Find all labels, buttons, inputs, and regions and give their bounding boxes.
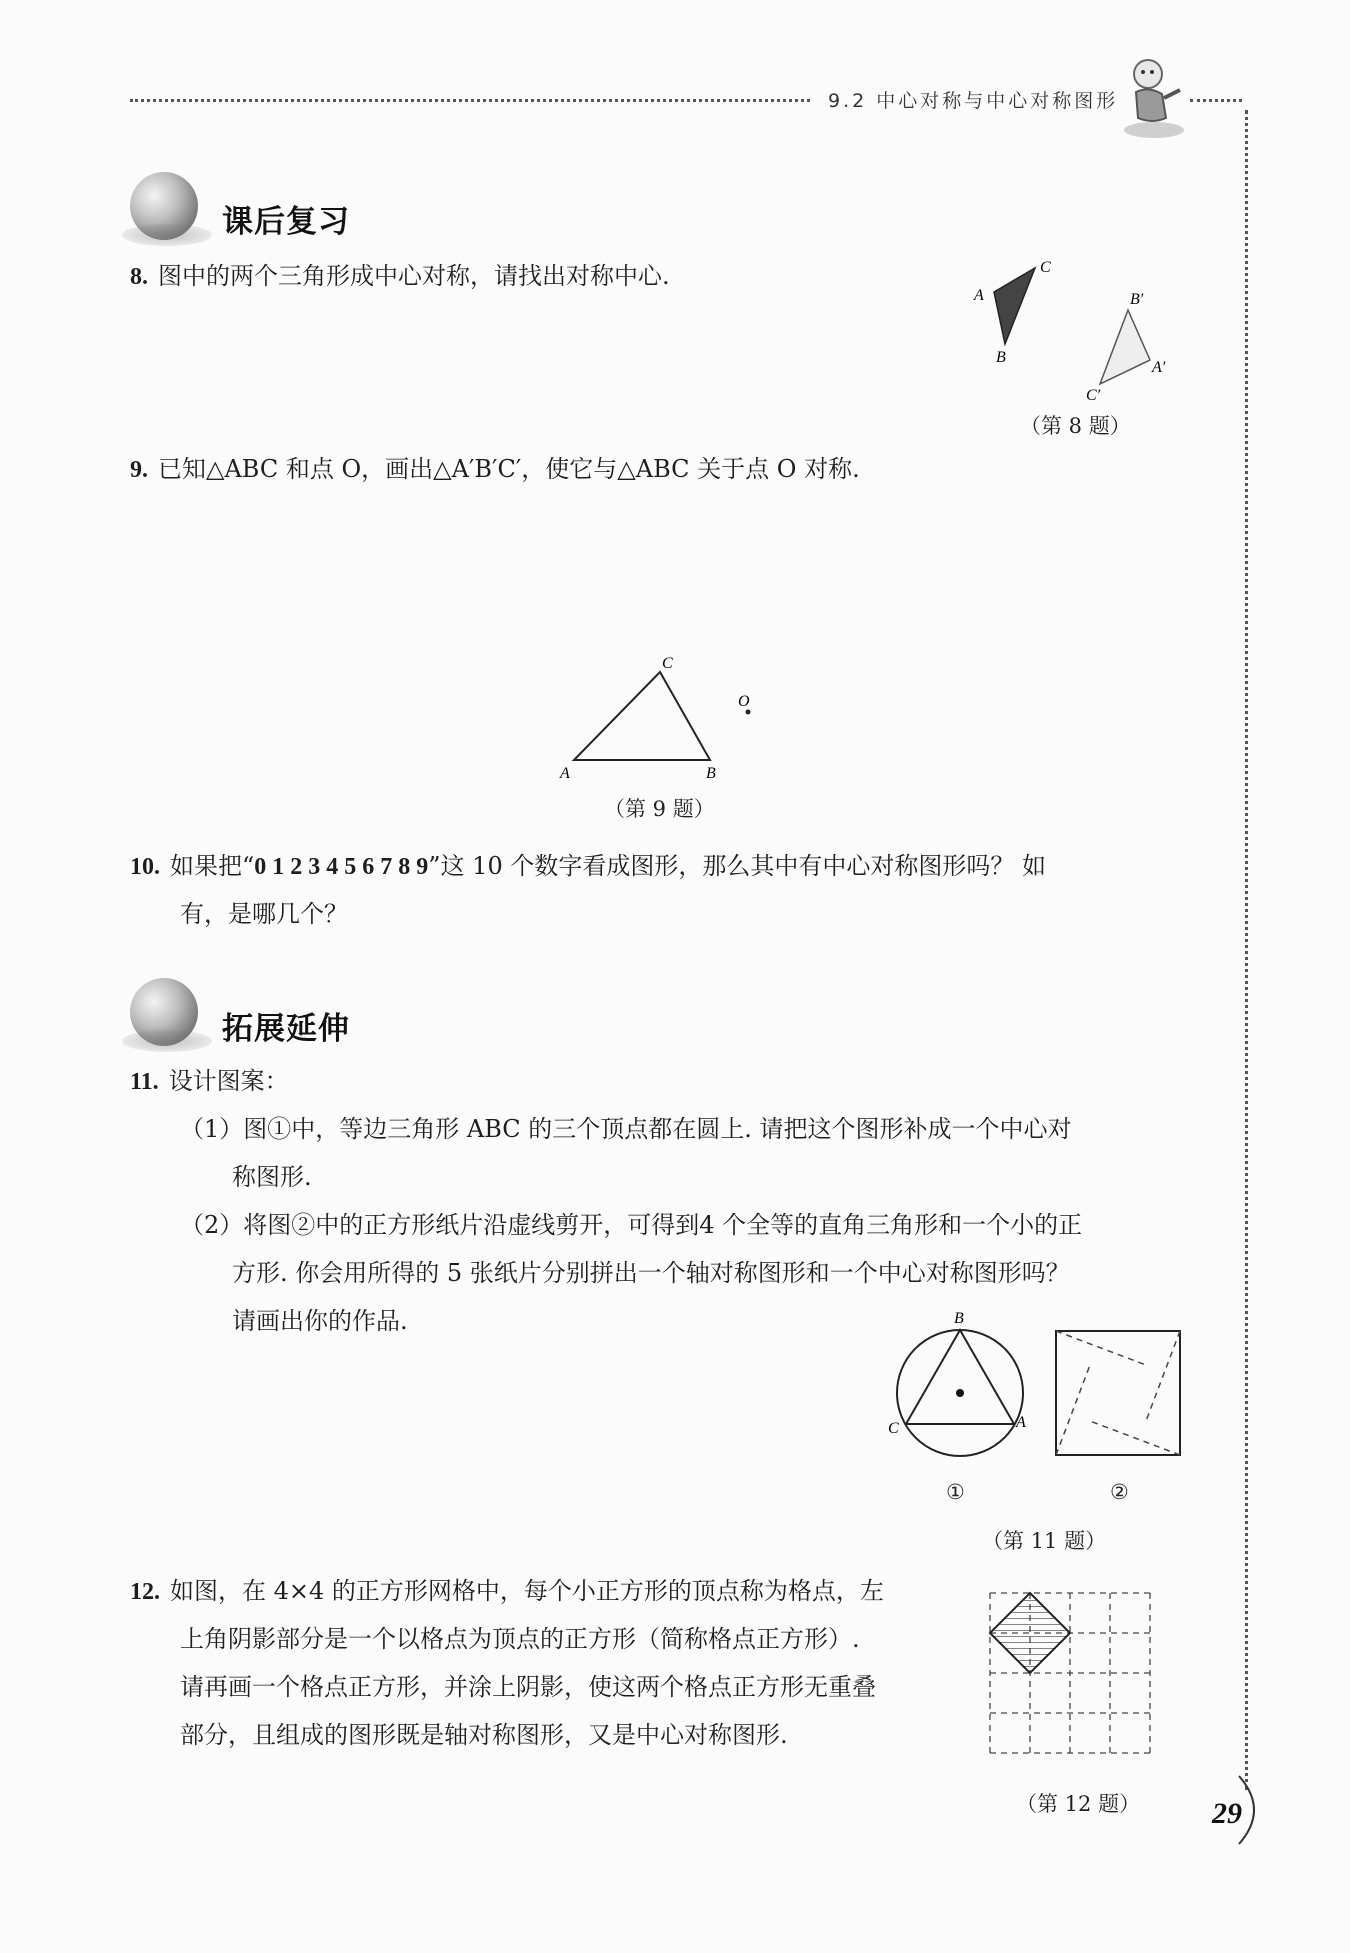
digit-list: 0 1 2 3 4 5 6 7 8 9 xyxy=(254,854,429,880)
label-figure-2: ② xyxy=(1110,1480,1129,1504)
question-11 xyxy=(130,1057,289,1106)
question-number: 10. xyxy=(130,854,160,880)
caption-q11: （第 11 题） xyxy=(982,1529,1107,1553)
header-section-title: 9.2 中心对称与中心对称图形 xyxy=(828,90,1119,112)
triangle-abc xyxy=(906,1330,1014,1424)
label-c-prime: C′ xyxy=(1086,387,1101,404)
label-c: C xyxy=(888,1420,899,1437)
label-b: B xyxy=(996,349,1006,366)
header-divider-right xyxy=(1190,99,1242,102)
question-12 xyxy=(130,1567,884,1616)
q11-part1-line2: 称图形. xyxy=(232,1163,312,1191)
q12-line4: 部分，且组成的图形既是轴对称图形，又是中心对称图形. xyxy=(180,1721,788,1749)
caption-q9: （第 9 题） xyxy=(604,797,715,821)
label-b-prime: B′ xyxy=(1130,291,1144,308)
label-figure-1: ① xyxy=(946,1480,965,1504)
shaded-square xyxy=(990,1593,1070,1673)
label-b: B xyxy=(954,1310,964,1327)
question-text: 如图，在 4×4 的正方形网格中，每个小正方形的顶点称为格点，左 xyxy=(170,1577,884,1605)
triangle-abc xyxy=(994,268,1035,344)
question-text: 设计图案： xyxy=(168,1067,289,1095)
square xyxy=(1056,1331,1180,1455)
figure-q12-grid xyxy=(985,1588,1155,1758)
question-text: 如果把“ xyxy=(170,852,255,880)
margin-divider xyxy=(1245,110,1248,1790)
question-number: 8. xyxy=(130,264,148,290)
q11-part2-line1: （2）将图②中的正方形纸片沿虚线剪开，可得到4 个全等的直角三角形和一个小的正 xyxy=(180,1211,1083,1239)
q12-line2: 上角阴影部分是一个以格点为顶点的正方形（简称格点正方形）. xyxy=(180,1625,860,1653)
figure-q11-square xyxy=(1050,1325,1186,1461)
label-c: C xyxy=(1040,259,1051,276)
section-title-extension: 拓展延伸 xyxy=(222,1011,350,1047)
question-text: 图中的两个三角形成中心对称，请找出对称中心. xyxy=(158,262,670,290)
question-text: 已知△ABC 和点 O，画出△A′B′C′，使它与△ABC 关于点 O 对称. xyxy=(158,455,860,483)
q12-line3: 请再画一个格点正方形，并涂上阴影，使这两个格点正方形无重叠 xyxy=(180,1673,876,1701)
q11-part1-line1: （1）图①中，等边三角形 ABC 的三个顶点都在圆上. 请把这个图形补成一个中心对 xyxy=(180,1115,1072,1143)
question-number: 9. xyxy=(130,457,148,483)
label-a: A xyxy=(974,287,984,304)
center-point xyxy=(956,1389,964,1397)
globe-icon xyxy=(130,172,198,240)
triangle-abc xyxy=(574,672,710,760)
q11-part2-line2: 方形. 你会用所得的 5 张纸片分别拼出一个轴对称图形和一个中心对称图形吗？ xyxy=(232,1259,1070,1287)
question-10-line2: 有，是哪几个？ xyxy=(180,900,348,928)
figure-q9 xyxy=(550,650,770,785)
label-c: C xyxy=(662,655,673,672)
question-text-cont: ”这 10 个数字看成图形，那么其中有中心对称图形吗？ 如 xyxy=(428,852,1046,880)
figure-q11-circle xyxy=(880,1305,1040,1470)
label-a: A xyxy=(560,765,570,782)
question-10 xyxy=(130,842,1190,891)
q11-part2-line3: 请画出你的作品. xyxy=(232,1307,408,1335)
label-a-prime: A′ xyxy=(1152,359,1166,376)
label-b: B xyxy=(706,765,716,782)
label-o: O xyxy=(738,693,750,710)
page-number: 29 xyxy=(1212,1797,1242,1830)
globe-icon xyxy=(130,978,198,1046)
section-title-review: 课后复习 xyxy=(222,204,350,240)
figure-q8 xyxy=(960,252,1180,412)
question-number: 12. xyxy=(130,1579,160,1605)
question-9 xyxy=(130,445,860,494)
label-a: A xyxy=(1016,1414,1026,1431)
header-divider xyxy=(130,99,810,102)
point-o xyxy=(746,710,751,715)
mascot-icon xyxy=(1118,52,1190,142)
question-8 xyxy=(130,252,670,301)
caption-q8: （第 8 题） xyxy=(1020,414,1131,438)
triangle-abc-prime xyxy=(1100,310,1150,384)
caption-q12: （第 12 题） xyxy=(1016,1792,1141,1816)
question-number: 11. xyxy=(130,1069,159,1095)
